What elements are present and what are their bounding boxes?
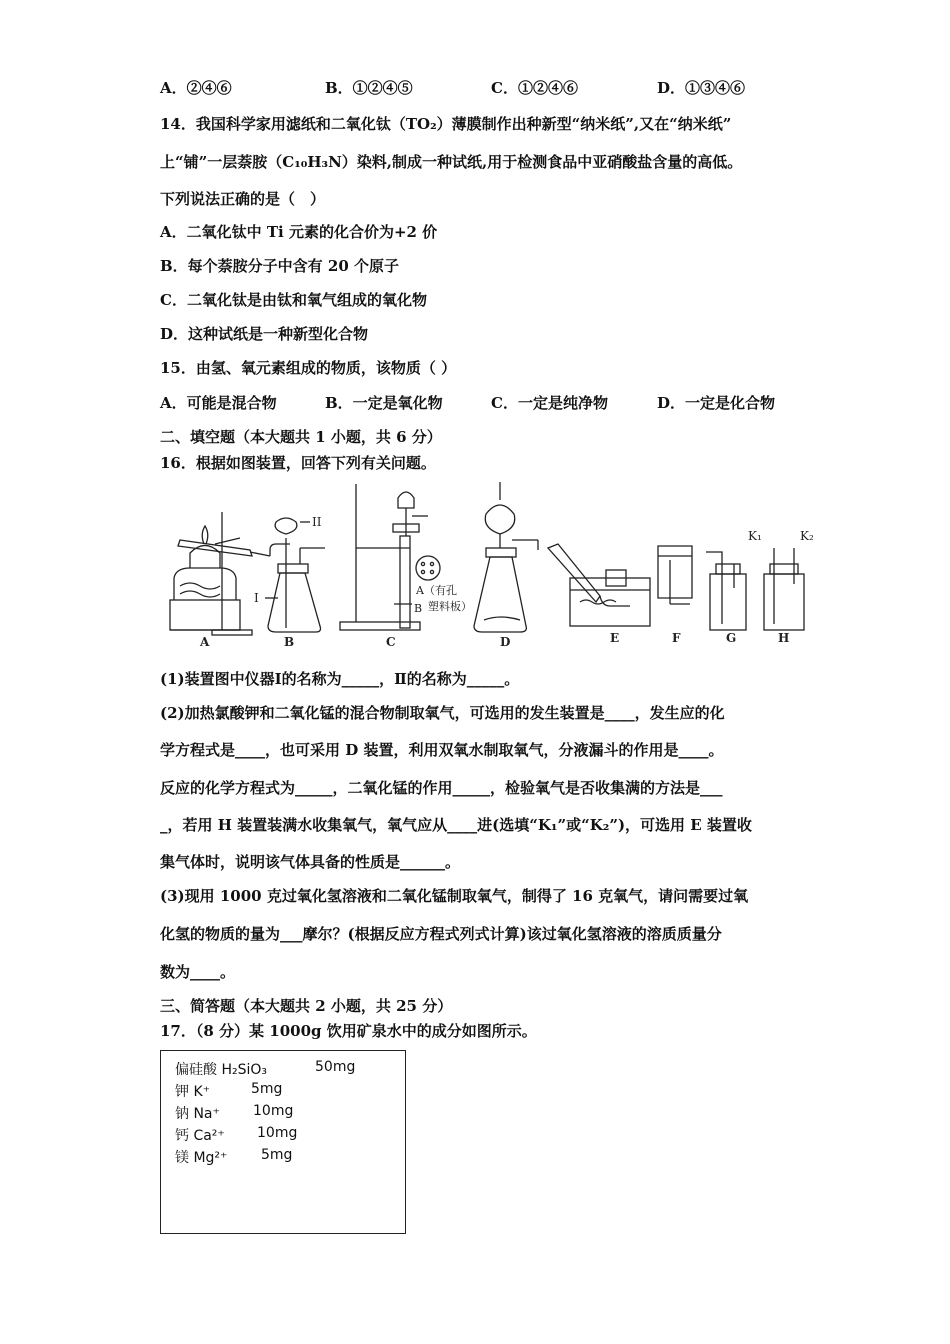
q14-stem-line2: 上“铺”一层萘胺（C₁₀H₃N）染料,制成一种试纸,用于检测食品中亚硝酸盐含量的高低。 (160, 153, 743, 171)
composition-name: 钙 Ca²⁺ (175, 1128, 225, 1144)
composition-value: 5mg (251, 1081, 283, 1097)
q16-part2-line5: 集气体时，说明该气体具备的性质是______。 (160, 853, 461, 871)
label-c-b: B (414, 602, 423, 615)
q15-option-d: D．一定是化合物 (657, 394, 776, 412)
label-porous-plate-b: 塑料板） (428, 600, 472, 613)
composition-value: 50mg (315, 1059, 356, 1075)
section-2-heading: 二、填空题（本大题共 1 小题，共 6 分） (160, 428, 442, 446)
q17-stem: 17．（8 分）某 1000g 饮用矿泉水中的成分如图所示。 (160, 1022, 537, 1040)
q15-option-c: C．一定是纯净物 (491, 394, 608, 412)
apparatus-a (170, 512, 270, 635)
mineral-composition-box (160, 1050, 406, 1234)
label-instrument-ii: II (312, 515, 322, 529)
composition-name: 钠 Na⁺ (175, 1106, 220, 1122)
q16-part3-line1: (3)现用 1000 克过氧化氢溶液和二氧化锰制取氧气，制得了 16 克氧气，请问需要过氧 (160, 887, 749, 905)
composition-row (175, 1081, 283, 1101)
composition-name: 钾 K⁺ (175, 1084, 211, 1100)
composition-row (175, 1059, 356, 1079)
label-k1: K₁ (748, 529, 762, 543)
q14-option-c: C．二氧化钛是由钛和氧气组成的氧化物 (160, 291, 427, 309)
q14-option-a: A．二氧化钛中 Ti 元素的化合价为+2 价 (160, 223, 438, 241)
label-g: G (726, 631, 737, 645)
q13-option-c: C．①②④⑥ (491, 79, 578, 97)
q15-option-a: A．可能是混合物 (160, 394, 277, 412)
composition-row (175, 1103, 294, 1123)
q16-part2-line2: 学方程式是____，也可采用 D 装置，利用双氧水制取氧气，分液漏斗的作用是____。 (160, 741, 724, 759)
q14-option-d: D．这种试纸是一种新型化合物 (160, 325, 369, 343)
apparatus-f (658, 546, 692, 604)
label-k2: K₂ (800, 529, 814, 543)
composition-value: 10mg (257, 1125, 298, 1141)
q13-option-d: D．①③④⑥ (657, 79, 746, 97)
q16-part2-line1: (2)加热氯酸钾和二氧化锰的混合物制取氧气，可选用的发生装置是____，发生应的化 (160, 704, 725, 722)
label-h: H (778, 631, 790, 645)
apparatus-g (706, 552, 746, 630)
composition-name: 镁 Mg²⁺ (175, 1150, 228, 1166)
composition-value: 5mg (261, 1147, 293, 1163)
apparatus-c (340, 484, 440, 630)
label-b: B (284, 635, 295, 649)
label-porous-plate-a: A（有孔 (416, 584, 457, 597)
section-3-heading: 三、简答题（本大题共 2 小题，共 25 分） (160, 997, 453, 1015)
label-instrument-i: I (254, 591, 259, 605)
composition-row (175, 1125, 298, 1145)
q16-part1: (1)装置图中仪器Ⅰ的名称为_____，Ⅱ的名称为_____。 (160, 670, 520, 688)
composition-row (175, 1147, 293, 1167)
q16-part3-line3: 数为____。 (160, 963, 236, 981)
q16-stem: 16．根据如图装置，回答下列有关问题。 (160, 454, 436, 472)
label-e: E (610, 631, 620, 645)
q14-stem-line1: 14．我国科学家用滤纸和二氧化钛（TO₂）薄膜制作出种新型“纳米纸”,又在“纳米纸” (160, 115, 732, 133)
apparatus-b (265, 518, 325, 632)
q15-option-b: B．一定是氧化物 (325, 394, 443, 412)
q14-option-b: B．每个萘胺分子中含有 20 个原子 (160, 257, 399, 275)
q16-part3-line2: 化氢的物质的量为___摩尔？(根据反应方程式列式计算)该过氧化氢溶液的溶质质量分 (160, 925, 722, 943)
q16-part2-line4: _，若用 H 装置装满水收集氧气，氧气应从____进(选填“K₁”或“K₂”)，可选用 E 装置收 (160, 816, 752, 834)
label-f: F (672, 631, 681, 645)
q14-stem-line3: 下列说法正确的是（ ） (160, 190, 326, 208)
q15-stem: 15．由氢、氧元素组成的物质，该物质（ ） (160, 359, 457, 377)
q13-option-a: A．②④⑥ (160, 79, 232, 97)
apparatus-e (548, 544, 650, 626)
composition-value: 10mg (253, 1103, 294, 1119)
label-a: A (200, 635, 210, 649)
apparatus-d (474, 482, 538, 632)
label-d: D (500, 635, 511, 649)
q13-option-b: B．①②④⑤ (325, 79, 413, 97)
q16-part2-line3: 反应的化学方程式为_____，二氧化锰的作用_____，检验氧气是否收集满的方法是___ (160, 779, 723, 797)
apparatus-h (764, 548, 804, 630)
apparatus-diagram (160, 478, 820, 650)
label-c: C (386, 635, 396, 649)
composition-name: 偏硅酸 H₂SiO₃ (175, 1062, 267, 1078)
